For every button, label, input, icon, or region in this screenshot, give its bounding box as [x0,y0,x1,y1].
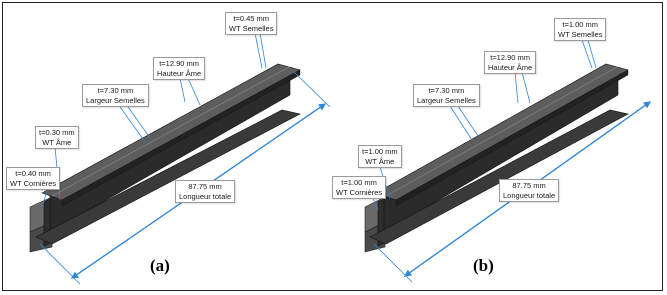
callout-value: t=7.30 mm [428,86,465,95]
callout-name: WT Cornières [10,178,57,188]
callout-value: t=7.30 mm [97,86,134,95]
callout-hauteur-a [153,57,205,80]
callout-name: WT Cornières [336,187,383,197]
callout-name: WT Âme [365,156,395,166]
callout-semelles-a [225,12,277,35]
panel-label-b: (b) [473,256,494,275]
callout-name: WT Âme [42,137,72,147]
callout-value: t=1.00 mm [341,178,377,187]
callout-name: Hauteur Âme [488,62,533,72]
callout-largeur-b [413,84,480,107]
callout-value: 87.75 mm [512,181,546,190]
callout-hauteur-b [484,51,536,74]
callout-name: WT Semelles [229,23,274,33]
callout-ame-b [358,145,402,168]
callout-name: WT Semelles [558,29,603,39]
callout-name: Largeur Semelles [417,95,476,105]
callout-name: Longueur totale [179,191,232,201]
callout-name: Hauteur Âme [157,68,202,78]
callout-longueur-a [175,180,235,203]
callout-semelles-b [554,18,606,41]
callout-name: Longueur totale [503,190,556,200]
callout-ame-a [35,126,79,149]
panel-label-a: (a) [150,256,170,275]
callout-longueur-b [499,179,559,202]
callout-cornieres-a [6,167,60,190]
callout-value: t=0.45 mm [233,14,270,23]
callout-value: t=1.00 mm [362,147,398,156]
callout-value: t=1.00 mm [562,20,599,29]
callout-value: t=0.30 mm [39,128,75,137]
callout-value: t=12.90 mm [159,59,199,68]
beam-model-a [30,64,300,252]
callout-value: t=12.90 mm [490,53,530,62]
callout-cornieres-b [332,176,386,199]
beam-model-b [365,64,628,252]
callout-value: t=0.40 mm [15,169,51,178]
callout-largeur-a [82,84,149,107]
callout-value: 87.75 mm [188,182,222,191]
callout-name: Largeur Semelles [86,95,145,105]
